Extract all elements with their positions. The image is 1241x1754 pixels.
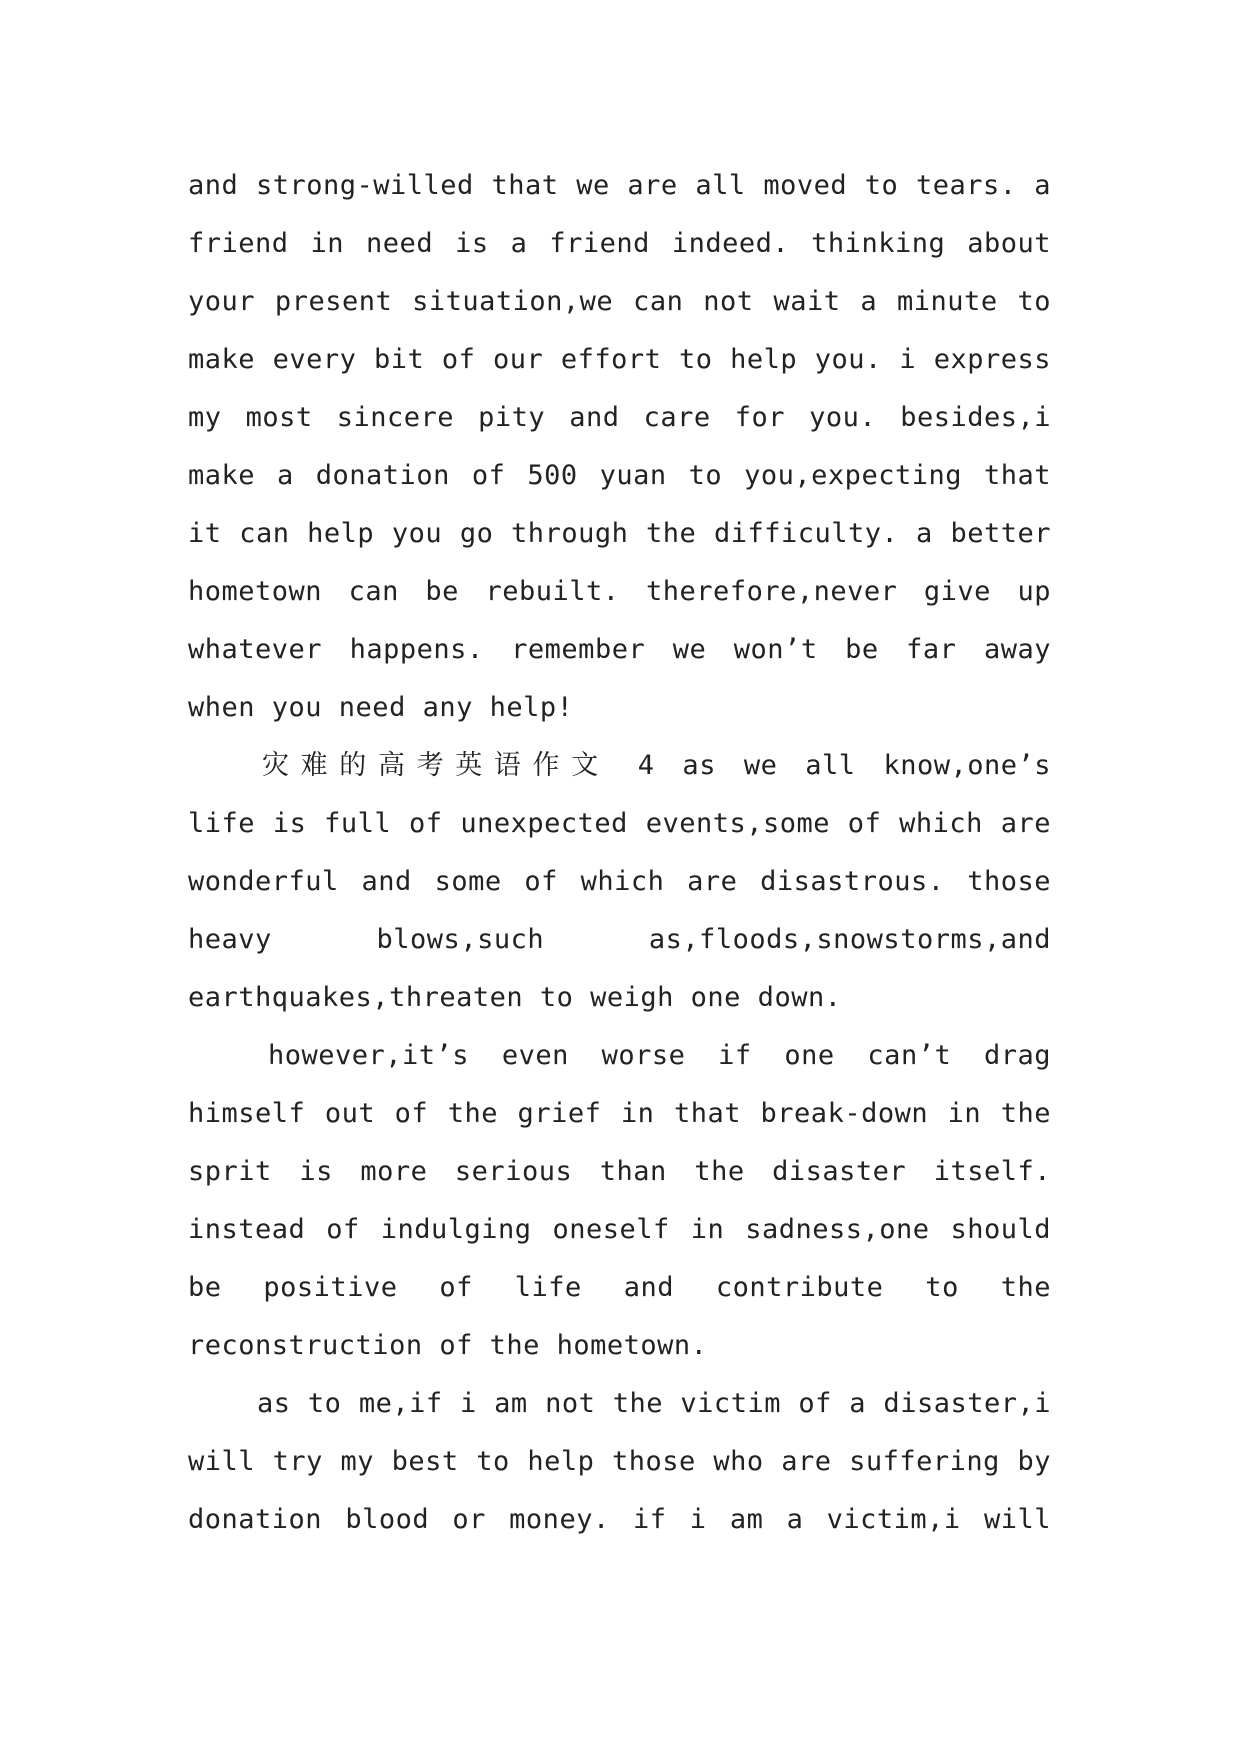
text-line: my most sincere pity and care for you. besides,i [188, 402, 1051, 433]
text-line: your present situation,we can not wait a minute to [188, 286, 1051, 317]
text-line: when you need any help! [188, 692, 574, 723]
text-line: as to me,if i am not the victim of a disaster,i [257, 1388, 1051, 1419]
text-line: make every bit of our effort to help you. i express [188, 344, 1051, 375]
text-line: himself out of the grief in that break-down in the [188, 1098, 1051, 1129]
text-line: instead of indulging oneself in sadness,one should [188, 1214, 1051, 1245]
text-line: sprit is more serious than the disaster itself. [188, 1156, 1051, 1187]
text-line: hometown can be rebuilt. therefore,never give up [188, 576, 1051, 607]
text-line: however,it’s even worse if one can’t drag [268, 1040, 1051, 1071]
text-line: and strong-willed that we are all moved to tears. a [188, 170, 1051, 201]
text-line: be positive of life and contribute to the [188, 1272, 1051, 1303]
text-line: wonderful and some of which are disastrous. those [188, 866, 1051, 897]
text-line: friend in need is a friend indeed. thinking about [188, 228, 1051, 259]
text-line: reconstruction of the hometown. [188, 1330, 708, 1361]
text-line: whatever happens. remember we won’t be far away [188, 634, 1051, 665]
text-line: it can help you go through the difficulty. a better [188, 518, 1051, 549]
text-line: will try my best to help those who are suffering by [188, 1446, 1051, 1477]
text-line: donation blood or money. if i am a victim,i will [188, 1504, 1051, 1535]
text-line: make a donation of 500 yuan to you,expecting that [188, 460, 1051, 491]
text-line: life is full of unexpected events,some of which are [188, 808, 1051, 839]
section-heading-line: 灾难的高考英语作文 4 as we all know,one’s [262, 750, 1051, 781]
text-line: earthquakes,threaten to weigh one down. [188, 982, 842, 1013]
text-line: heavy blows,such as,floods,snowstorms,and [188, 924, 1051, 955]
